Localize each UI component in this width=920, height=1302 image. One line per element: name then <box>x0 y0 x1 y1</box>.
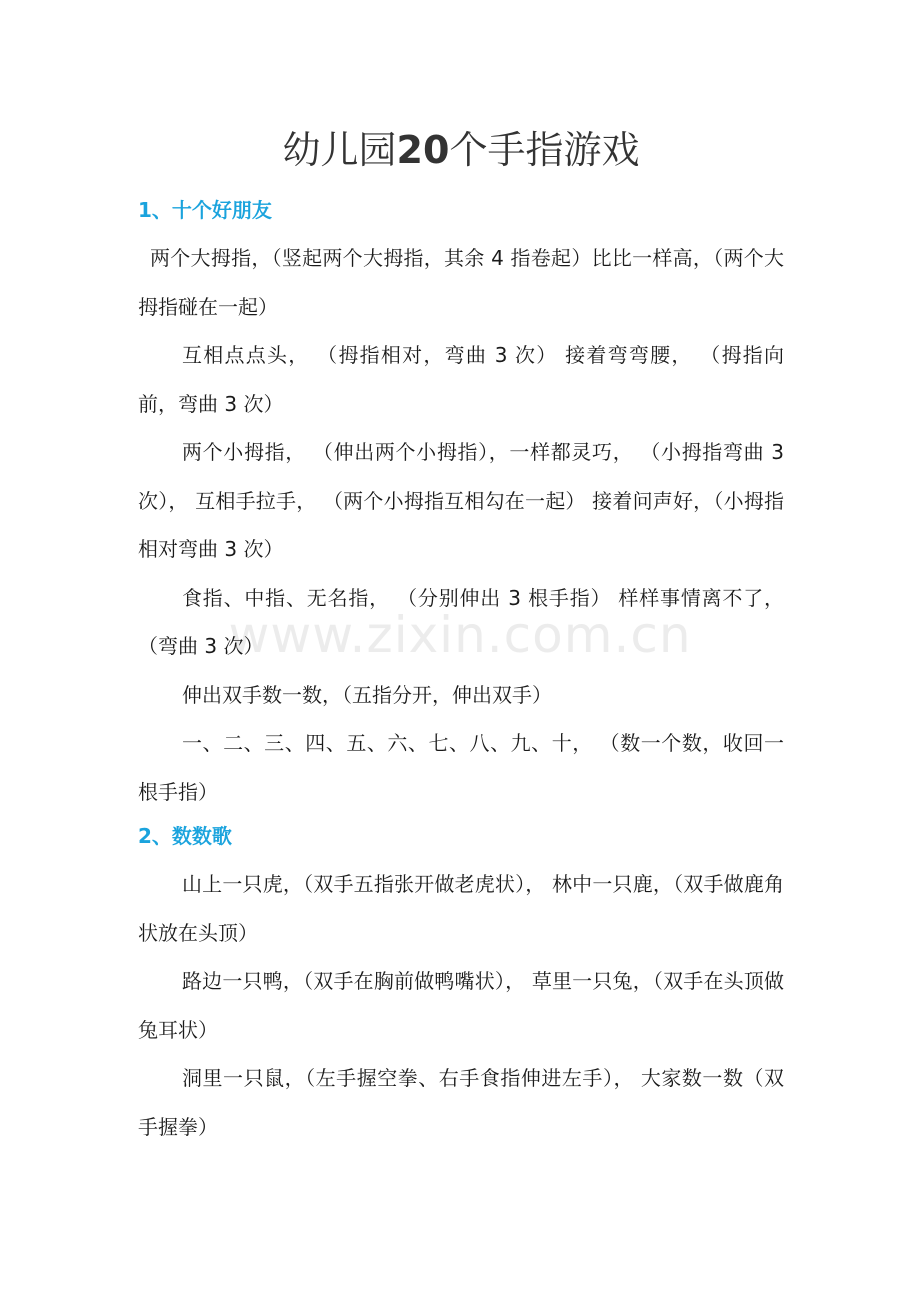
section-counting-song <box>138 812 784 1151</box>
paragraph: 一、二、三、四、五、六、七、八、九、十， （数一个数，收回一根手指） <box>138 731 784 804</box>
watermark: www.zixin.com.cn <box>228 606 692 664</box>
section-heading: 1、十个好朋友 <box>138 198 272 222</box>
paragraph: 路边一只鸭，（双手在胸前做鸭嘴状）， 草里一只兔，（双手在头顶做兔耳状） <box>138 969 784 1042</box>
section-heading: 2、数数歌 <box>138 824 232 848</box>
title-prefix: 幼儿园 <box>282 128 397 172</box>
paragraph: 伸出双手数一数，（五指分开，伸出双手） <box>182 682 552 707</box>
paragraph: 洞里一只鼠，（左手握空拳、右手食指伸进左手）， 大家数一数（双手握拳） <box>138 1066 784 1139</box>
title-suffix: 个手指游戏 <box>449 128 640 172</box>
paragraph: 两个大拇指，（竖起两个大拇指，其余 4 指卷起）比比一样高，（两个大拇指碰在一起） <box>138 246 784 319</box>
document-title <box>138 120 784 180</box>
section-ten-good-friends <box>138 186 784 816</box>
paragraph: 食指、中指、无名指， （分别伸出 3 根手指） 样样事情离不了，（弯曲 3 次） <box>138 585 784 658</box>
title-number: 20 <box>396 128 450 172</box>
paragraph: 互相点点头， （拇指相对，弯曲 3 次） 接着弯弯腰， （拇指向前，弯曲 3 次） <box>138 343 784 416</box>
paragraph: 两个小拇指， （伸出两个小拇指），一样都灵巧， （小拇指弯曲 3 次）， 互相手拉手， （两个小拇指互相勾在一起） 接着问声好，（小拇指相对弯曲 3 次） <box>138 440 784 561</box>
paragraph: 山上一只虎，（双手五指张开做老虎状）， 林中一只鹿，（双手做鹿角状放在头顶） <box>138 872 784 945</box>
